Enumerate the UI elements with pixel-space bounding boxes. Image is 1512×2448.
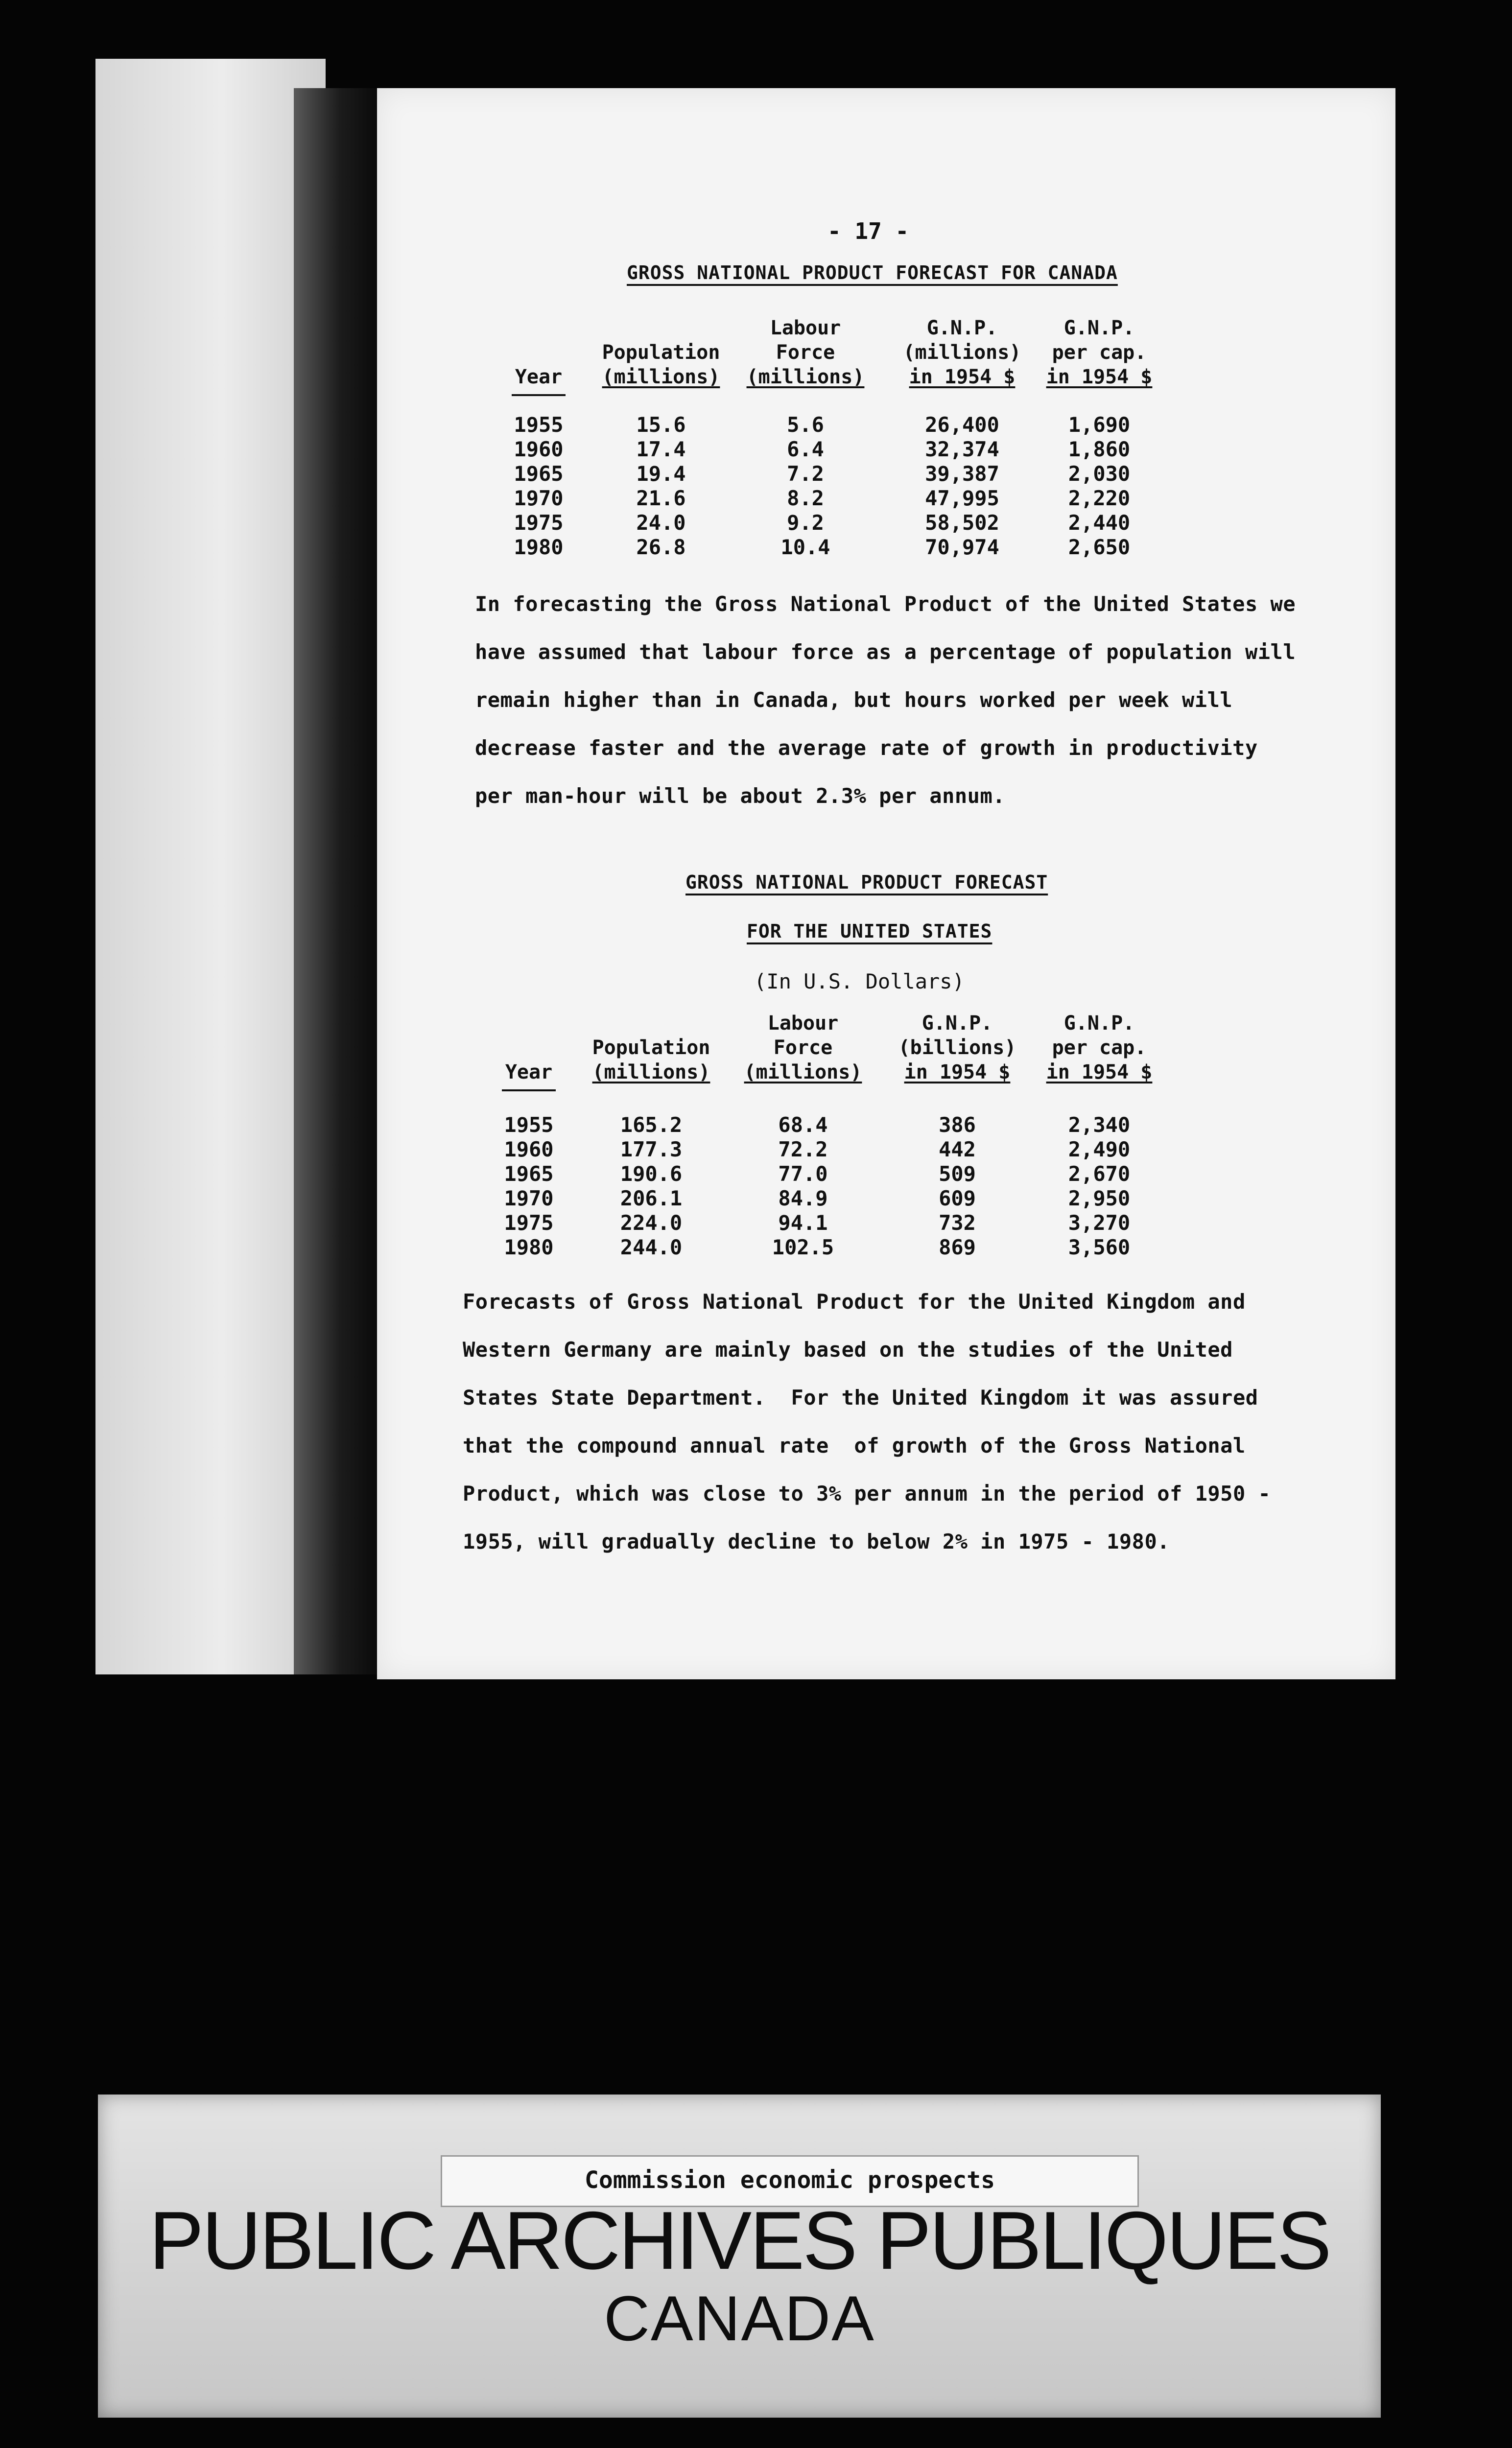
- us-cell-r3-c2: 84.9: [778, 1186, 828, 1210]
- us-header-4: G.N.P. per cap. in 1954 $: [1046, 1012, 1153, 1083]
- paragraph2-line-2: States State Department. For the United Kingdom it was assured: [463, 1386, 1258, 1410]
- canada-cell-r4-c3: 58,502: [925, 511, 999, 535]
- canada-cell-r2-c3: 39,387: [925, 462, 999, 486]
- us-cell-r1-c3: 442: [939, 1137, 976, 1161]
- paragraph1-line-2: remain higher than in Canada, but hours worked per week will: [475, 688, 1233, 712]
- canada-cell-r0-c0: 1955: [514, 413, 564, 437]
- us-table-subtitle: (In U.S. Dollars): [754, 969, 965, 993]
- canada-header-1: Population (millions): [602, 341, 720, 388]
- us-cell-r4-c0: 1975: [504, 1211, 554, 1235]
- us-cell-r1-c2: 72.2: [778, 1137, 828, 1161]
- archive-card-shadow: [98, 2095, 1381, 2418]
- us-cell-r0-c1: 165.2: [620, 1113, 683, 1137]
- canada-cell-r4-c1: 24.0: [636, 511, 686, 535]
- canada-cell-r0-c3: 26,400: [925, 413, 999, 437]
- document-page: [377, 88, 1395, 1679]
- canada-cell-r0-c1: 15.6: [636, 413, 686, 437]
- canada-cell-r5-c2: 10.4: [780, 535, 830, 559]
- canada-header-2: Labour Force (millions): [746, 317, 865, 388]
- canada-table-title: GROSS NATIONAL PRODUCT FORECAST FOR CANADA: [627, 262, 1118, 283]
- us-cell-r3-c4: 2,950: [1068, 1186, 1131, 1210]
- canada-year-underline: [512, 394, 566, 396]
- canada-cell-r0-c4: 1,690: [1068, 413, 1131, 437]
- us-header-2: Labour Force (millions): [744, 1012, 862, 1083]
- canada-header-4: G.N.P. per cap. in 1954 $: [1046, 317, 1153, 388]
- canada-cell-r3-c0: 1970: [514, 486, 564, 510]
- canada-cell-r5-c4: 2,650: [1068, 535, 1131, 559]
- canada-cell-r4-c0: 1975: [514, 511, 564, 535]
- archive-title: PUBLIC ARCHIVES PUBLIQUES: [149, 2194, 1330, 2286]
- paragraph2-line-4: Product, which was close to 3% per annum in the period of 1950 -: [463, 1482, 1271, 1506]
- page-number: - 17 -: [827, 218, 909, 244]
- paragraph1-line-4: per man-hour will be about 2.3% per annum.: [475, 784, 1006, 808]
- canada-cell-r3-c4: 2,220: [1068, 486, 1131, 510]
- us-cell-r3-c3: 609: [939, 1186, 976, 1210]
- us-cell-r4-c1: 224.0: [620, 1211, 683, 1235]
- canada-header-0: Year: [515, 366, 563, 388]
- canada-cell-r2-c1: 19.4: [636, 462, 686, 486]
- canada-cell-r2-c4: 2,030: [1068, 462, 1131, 486]
- canada-header-3: G.N.P. (millions) in 1954 $: [903, 317, 1021, 388]
- us-cell-r5-c0: 1980: [504, 1235, 554, 1259]
- canada-cell-r1-c2: 6.4: [787, 437, 824, 461]
- us-header-3: G.N.P. (billions) in 1954 $: [898, 1012, 1016, 1083]
- paragraph2-line-3: that the compound annual rate of growth of the Gross National: [463, 1434, 1246, 1458]
- paragraph2-line-1: Western Germany are mainly based on the studies of the United: [463, 1338, 1233, 1362]
- paragraph1-line-0: In forecasting the Gross National Product of the United States we: [475, 592, 1296, 616]
- us-cell-r0-c3: 386: [939, 1113, 976, 1137]
- canada-cell-r5-c3: 70,974: [925, 535, 999, 559]
- canada-cell-r5-c1: 26.8: [636, 535, 686, 559]
- canada-cell-r3-c2: 8.2: [787, 486, 824, 510]
- canada-cell-r3-c1: 21.6: [636, 486, 686, 510]
- us-cell-r5-c1: 244.0: [620, 1235, 683, 1259]
- canada-cell-r1-c1: 17.4: [636, 437, 686, 461]
- us-cell-r4-c2: 94.1: [778, 1211, 828, 1235]
- canada-cell-r1-c4: 1,860: [1068, 437, 1131, 461]
- paragraph1-line-1: have assumed that labour force as a percentage of population will: [475, 640, 1296, 664]
- us-table-title-line1: GROSS NATIONAL PRODUCT FORECAST: [685, 871, 1048, 893]
- canada-cell-r2-c0: 1965: [514, 462, 564, 486]
- canada-cell-r4-c4: 2,440: [1068, 511, 1131, 535]
- us-header-1: Population (millions): [592, 1036, 710, 1083]
- us-cell-r2-c0: 1965: [504, 1162, 554, 1186]
- canada-cell-r1-c0: 1960: [514, 437, 564, 461]
- canada-cell-r1-c3: 32,374: [925, 437, 999, 461]
- canada-cell-r3-c3: 47,995: [925, 486, 999, 510]
- us-cell-r1-c0: 1960: [504, 1137, 554, 1161]
- canada-cell-r0-c2: 5.6: [787, 413, 824, 437]
- us-header-0: Year: [505, 1061, 553, 1083]
- canada-cell-r2-c2: 7.2: [787, 462, 824, 486]
- us-cell-r3-c0: 1970: [504, 1186, 554, 1210]
- paragraph1-line-3: decrease faster and the average rate of growth in productivity: [475, 736, 1258, 760]
- us-cell-r3-c1: 206.1: [620, 1186, 683, 1210]
- us-cell-r2-c4: 2,670: [1068, 1162, 1131, 1186]
- us-cell-r2-c2: 77.0: [778, 1162, 828, 1186]
- us-cell-r0-c4: 2,340: [1068, 1113, 1131, 1137]
- us-cell-r4-c4: 3,270: [1068, 1211, 1131, 1235]
- canada-cell-r4-c2: 9.2: [787, 511, 824, 535]
- paragraph2-line-0: Forecasts of Gross National Product for the United Kingdom and: [463, 1290, 1246, 1314]
- us-table-title-line2: FOR THE UNITED STATES: [747, 920, 992, 942]
- left-facing-page: [95, 59, 326, 1674]
- canada-cell-r5-c0: 1980: [514, 535, 564, 559]
- us-cell-r5-c2: 102.5: [772, 1235, 834, 1259]
- us-year-underline: [502, 1089, 556, 1091]
- archive-strip-text: Commission economic prospects: [584, 2166, 995, 2194]
- us-cell-r2-c3: 509: [939, 1162, 976, 1186]
- archive-country: CANADA: [604, 2283, 875, 2354]
- us-cell-r2-c1: 190.6: [620, 1162, 683, 1186]
- us-cell-r5-c4: 3,560: [1068, 1235, 1131, 1259]
- us-cell-r0-c0: 1955: [504, 1113, 554, 1137]
- book-gutter-shadow: [294, 88, 377, 1674]
- us-cell-r1-c4: 2,490: [1068, 1137, 1131, 1161]
- paragraph2-line-5: 1955, will gradually decline to below 2% in 1975 - 1980.: [463, 1530, 1170, 1554]
- us-cell-r1-c1: 177.3: [620, 1137, 683, 1161]
- us-cell-r0-c2: 68.4: [778, 1113, 828, 1137]
- us-cell-r4-c3: 732: [939, 1211, 976, 1235]
- us-cell-r5-c3: 869: [939, 1235, 976, 1259]
